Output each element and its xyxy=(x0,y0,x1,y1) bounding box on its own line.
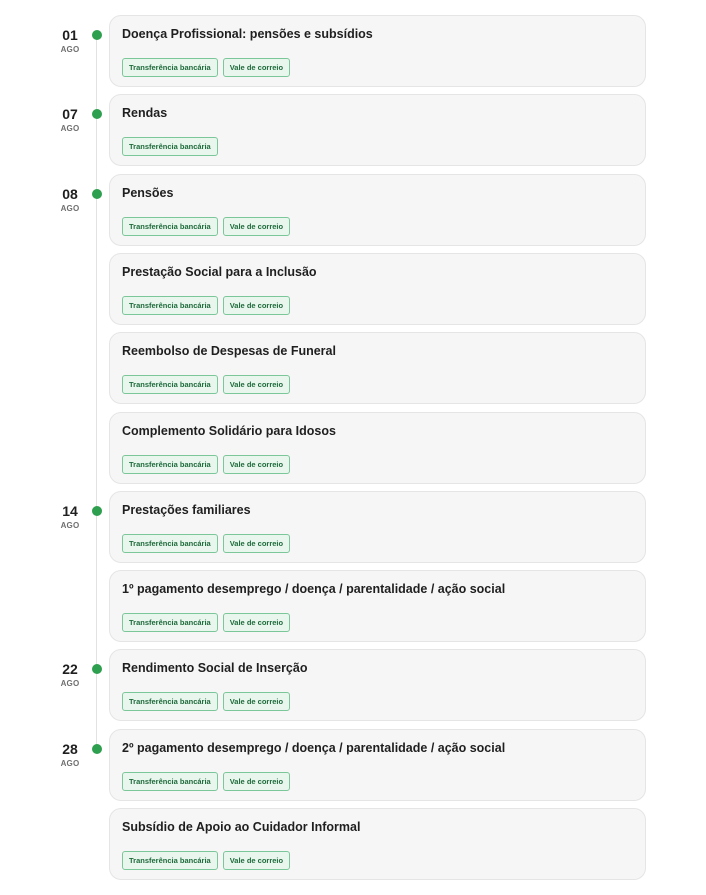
timeline-dot xyxy=(92,744,102,754)
payment-method-tag: Vale de correio xyxy=(223,851,290,870)
payment-method-tag: Vale de correio xyxy=(223,692,290,711)
payment-card[interactable] xyxy=(109,808,646,880)
payment-title: Prestação Social para a Inclusão xyxy=(122,264,317,279)
payment-card[interactable] xyxy=(109,412,646,484)
payment-title: Rendas xyxy=(122,106,168,121)
payment-method-tag: Transferência bancária xyxy=(122,217,218,236)
date-label xyxy=(52,106,88,134)
date-label xyxy=(52,661,88,689)
payment-method-tag: Transferência bancária xyxy=(122,137,218,156)
payment-method-tag: Vale de correio xyxy=(223,455,290,474)
date-month: AGO xyxy=(60,679,80,689)
date-label xyxy=(52,186,88,214)
payment-title: Reembolso de Despesas de Funeral xyxy=(122,344,336,359)
timeline-dot xyxy=(92,189,102,199)
payment-card[interactable] xyxy=(109,174,646,246)
payment-methods xyxy=(122,296,290,315)
payment-method-tag: Vale de correio xyxy=(223,772,290,791)
payment-card[interactable] xyxy=(109,729,646,801)
payment-title: 2º pagamento desemprego / doença / parentalidade / ação social xyxy=(122,740,506,755)
payment-methods xyxy=(122,58,290,77)
timeline-dot xyxy=(92,664,102,674)
date-label xyxy=(52,503,88,531)
payment-method-tag: Vale de correio xyxy=(223,375,290,394)
date-label xyxy=(52,741,88,769)
payment-methods xyxy=(122,217,290,236)
payment-method-tag: Vale de correio xyxy=(223,613,290,632)
payment-title: Complemento Solidário para Idosos xyxy=(122,423,336,438)
payment-method-tag: Vale de correio xyxy=(223,58,290,77)
payment-card[interactable] xyxy=(109,94,646,166)
payment-method-tag: Vale de correio xyxy=(223,296,290,315)
date-month: AGO xyxy=(60,758,80,768)
payment-title: Rendimento Social de Inserção xyxy=(122,661,308,676)
payment-card[interactable] xyxy=(109,491,646,563)
payment-methods xyxy=(122,613,290,632)
date-day: 28 xyxy=(62,740,78,757)
payment-method-tag: Vale de correio xyxy=(223,534,290,553)
payment-method-tag: Transferência bancária xyxy=(122,534,218,553)
date-month: AGO xyxy=(60,124,80,134)
payment-method-tag: Vale de correio xyxy=(223,217,290,236)
payment-method-tag: Transferência bancária xyxy=(122,375,218,394)
payment-method-tag: Transferência bancária xyxy=(122,455,218,474)
payment-title: Doença Profissional: pensões e subsídios xyxy=(122,27,373,41)
payment-card[interactable] xyxy=(109,649,646,721)
payment-method-tag: Transferência bancária xyxy=(122,58,218,77)
payment-methods xyxy=(122,455,290,474)
date-day: 07 xyxy=(62,106,78,123)
payment-methods xyxy=(122,851,290,870)
payment-method-tag: Transferência bancária xyxy=(122,772,218,791)
timeline-dot xyxy=(92,109,102,119)
date-month: AGO xyxy=(60,203,80,213)
date-day: 22 xyxy=(62,661,78,678)
timeline-dot xyxy=(92,30,102,40)
timeline-line xyxy=(96,35,97,747)
payment-method-tag: Transferência bancária xyxy=(122,851,218,870)
payment-method-tag: Transferência bancária xyxy=(122,692,218,711)
payment-title: Subsídio de Apoio ao Cuidador Informal xyxy=(122,820,361,834)
payment-methods xyxy=(122,692,290,711)
payment-card[interactable] xyxy=(109,15,646,87)
date-label xyxy=(52,27,88,55)
timeline-dot xyxy=(92,506,102,516)
date-day: 08 xyxy=(62,185,78,202)
payment-title: Pensões xyxy=(122,185,174,200)
payment-title: 1º pagamento desemprego / doença / parentalidade / ação social xyxy=(122,582,506,597)
date-day: 14 xyxy=(62,502,78,519)
payment-methods xyxy=(122,772,290,791)
payment-card[interactable] xyxy=(109,253,646,325)
date-month: AGO xyxy=(60,520,80,530)
payment-card[interactable] xyxy=(109,570,646,642)
payment-method-tag: Transferência bancária xyxy=(122,613,218,632)
payment-card[interactable] xyxy=(109,332,646,404)
payment-method-tag: Transferência bancária xyxy=(122,296,218,315)
payment-title: Prestações familiares xyxy=(122,502,251,517)
payment-methods xyxy=(122,375,290,394)
payment-methods xyxy=(122,534,290,553)
date-day: 01 xyxy=(62,27,78,43)
date-month: AGO xyxy=(60,45,80,54)
payment-methods xyxy=(122,137,218,156)
